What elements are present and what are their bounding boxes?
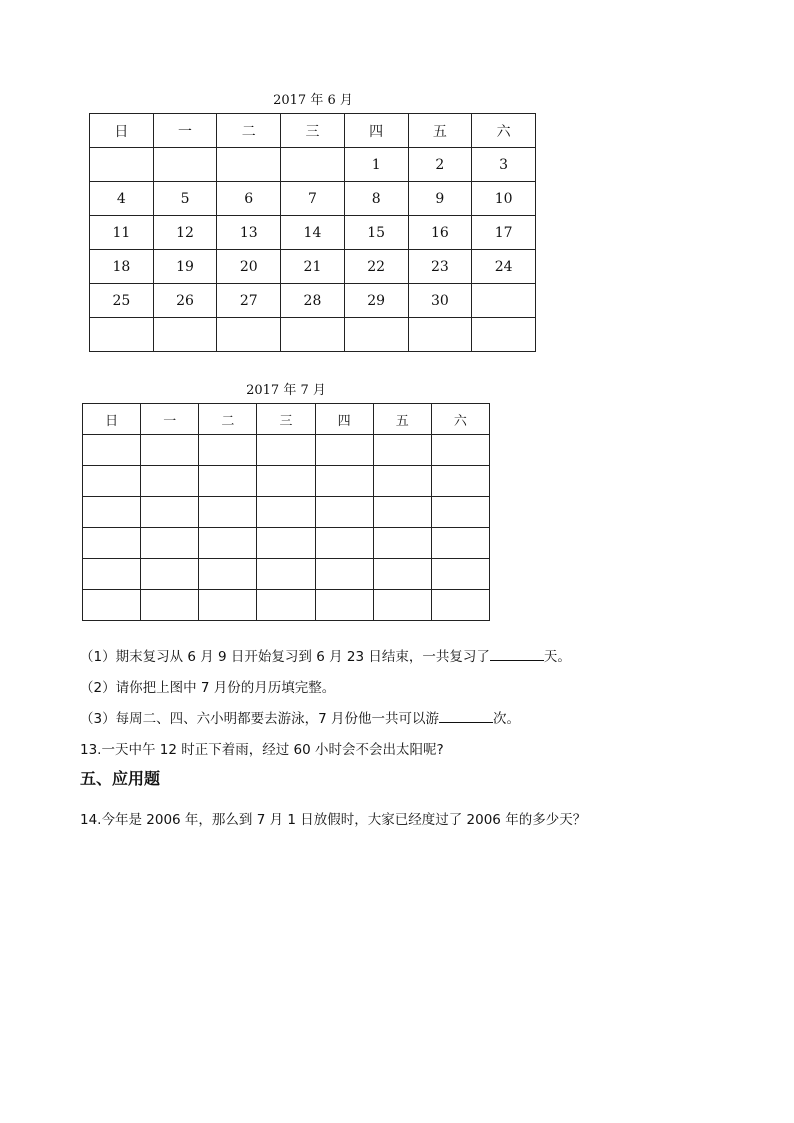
question-3-suffix: 次。 bbox=[492, 711, 520, 727]
empty-day-cell[interactable] bbox=[431, 590, 489, 621]
day-cell: 21 bbox=[281, 250, 345, 284]
empty-day-cell[interactable] bbox=[83, 497, 141, 528]
question-1-suffix: 天。 bbox=[543, 649, 571, 665]
empty-day-cell[interactable] bbox=[141, 497, 199, 528]
empty-day-cell[interactable] bbox=[373, 435, 431, 466]
empty-day-cell[interactable] bbox=[199, 497, 257, 528]
weekday-header: 六 bbox=[472, 114, 536, 148]
day-cell: 20 bbox=[217, 250, 281, 284]
weekday-header: 四 bbox=[315, 404, 373, 435]
day-cell: 28 bbox=[281, 284, 345, 318]
empty-day-cell[interactable] bbox=[431, 466, 489, 497]
june-week-row bbox=[90, 318, 536, 352]
day-cell bbox=[472, 318, 536, 352]
day-cell: 27 bbox=[217, 284, 281, 318]
empty-day-cell[interactable] bbox=[315, 435, 373, 466]
weekday-header: 三 bbox=[257, 404, 315, 435]
empty-day-cell[interactable] bbox=[315, 559, 373, 590]
day-cell: 10 bbox=[472, 182, 536, 216]
day-cell: 6 bbox=[217, 182, 281, 216]
day-cell bbox=[281, 318, 345, 352]
day-cell: 17 bbox=[472, 216, 536, 250]
day-cell: 3 bbox=[472, 148, 536, 182]
june-caption: 2017 年 6 月 bbox=[273, 93, 353, 108]
day-cell: 26 bbox=[153, 284, 217, 318]
question-2: （2）请你把上图中 7 月份的月历填完整。 bbox=[80, 680, 336, 696]
empty-day-cell[interactable] bbox=[373, 590, 431, 621]
empty-day-cell[interactable] bbox=[315, 466, 373, 497]
day-cell bbox=[408, 318, 472, 352]
empty-day-cell[interactable] bbox=[199, 466, 257, 497]
empty-day-cell[interactable] bbox=[199, 559, 257, 590]
day-cell: 30 bbox=[408, 284, 472, 318]
section-heading: 五、应用题 bbox=[80, 769, 161, 788]
weekday-header: 二 bbox=[199, 404, 257, 435]
empty-day-cell[interactable] bbox=[83, 590, 141, 621]
june-week-row bbox=[90, 182, 536, 216]
day-cell: 18 bbox=[90, 250, 154, 284]
day-cell: 24 bbox=[472, 250, 536, 284]
empty-day-cell[interactable] bbox=[257, 466, 315, 497]
question-3 bbox=[80, 707, 520, 727]
empty-day-cell[interactable] bbox=[257, 559, 315, 590]
day-cell: 7 bbox=[281, 182, 345, 216]
july-week-row bbox=[83, 435, 490, 466]
empty-day-cell[interactable] bbox=[315, 590, 373, 621]
day-cell bbox=[153, 318, 217, 352]
june-week-row bbox=[90, 250, 536, 284]
question-3-text: （3）每周二、四、六小明都要去游泳，7 月份他一共可以游 bbox=[80, 711, 439, 727]
day-cell bbox=[153, 148, 217, 182]
june-calendar bbox=[89, 113, 536, 352]
day-cell: 29 bbox=[344, 284, 408, 318]
july-calendar bbox=[82, 403, 490, 621]
question-1-text: （1）期末复习从 6 月 9 日开始复习到 6 月 23 日结束，一共复习了 bbox=[80, 649, 490, 665]
day-cell: 8 bbox=[344, 182, 408, 216]
empty-day-cell[interactable] bbox=[257, 590, 315, 621]
day-cell: 19 bbox=[153, 250, 217, 284]
empty-day-cell[interactable] bbox=[141, 528, 199, 559]
question-1 bbox=[80, 645, 571, 665]
empty-day-cell[interactable] bbox=[257, 528, 315, 559]
empty-day-cell[interactable] bbox=[141, 590, 199, 621]
weekday-header: 一 bbox=[153, 114, 217, 148]
empty-day-cell[interactable] bbox=[315, 497, 373, 528]
empty-day-cell[interactable] bbox=[373, 497, 431, 528]
weekday-header: 五 bbox=[373, 404, 431, 435]
empty-day-cell[interactable] bbox=[431, 559, 489, 590]
day-cell: 5 bbox=[153, 182, 217, 216]
day-cell: 13 bbox=[217, 216, 281, 250]
day-cell bbox=[217, 148, 281, 182]
day-cell: 11 bbox=[90, 216, 154, 250]
july-week-row bbox=[83, 590, 490, 621]
day-cell bbox=[344, 318, 408, 352]
empty-day-cell[interactable] bbox=[431, 528, 489, 559]
weekday-header: 三 bbox=[281, 114, 345, 148]
weekday-header: 四 bbox=[344, 114, 408, 148]
june-week-row bbox=[90, 284, 536, 318]
empty-day-cell[interactable] bbox=[373, 466, 431, 497]
day-cell: 23 bbox=[408, 250, 472, 284]
day-cell: 2 bbox=[408, 148, 472, 182]
empty-day-cell[interactable] bbox=[431, 435, 489, 466]
july-weekday-row bbox=[83, 404, 490, 435]
question-13: 13.一天中午 12 时正下着雨，经过 60 小时会不会出太阳呢? bbox=[80, 742, 444, 758]
empty-day-cell[interactable] bbox=[199, 528, 257, 559]
empty-day-cell[interactable] bbox=[199, 435, 257, 466]
empty-day-cell[interactable] bbox=[199, 590, 257, 621]
day-cell bbox=[90, 148, 154, 182]
answer-blank-3[interactable] bbox=[439, 708, 493, 723]
empty-day-cell[interactable] bbox=[83, 528, 141, 559]
day-cell: 9 bbox=[408, 182, 472, 216]
june-weekday-row bbox=[90, 114, 536, 148]
weekday-header: 日 bbox=[83, 404, 141, 435]
day-cell: 4 bbox=[90, 182, 154, 216]
day-cell: 15 bbox=[344, 216, 408, 250]
empty-day-cell[interactable] bbox=[315, 528, 373, 559]
empty-day-cell[interactable] bbox=[431, 497, 489, 528]
empty-day-cell[interactable] bbox=[141, 559, 199, 590]
empty-day-cell[interactable] bbox=[83, 466, 141, 497]
weekday-header: 二 bbox=[217, 114, 281, 148]
july-week-row bbox=[83, 528, 490, 559]
weekday-header: 一 bbox=[141, 404, 199, 435]
weekday-header: 六 bbox=[431, 404, 489, 435]
day-cell: 12 bbox=[153, 216, 217, 250]
empty-day-cell[interactable] bbox=[373, 559, 431, 590]
day-cell bbox=[472, 284, 536, 318]
day-cell: 14 bbox=[281, 216, 345, 250]
day-cell: 25 bbox=[90, 284, 154, 318]
day-cell bbox=[90, 318, 154, 352]
weekday-header: 五 bbox=[408, 114, 472, 148]
empty-day-cell[interactable] bbox=[141, 466, 199, 497]
answer-blank-1[interactable] bbox=[490, 646, 544, 661]
empty-day-cell[interactable] bbox=[141, 435, 199, 466]
empty-day-cell[interactable] bbox=[257, 435, 315, 466]
july-caption: 2017 年 7 月 bbox=[246, 383, 326, 398]
july-week-row bbox=[83, 559, 490, 590]
weekday-header: 日 bbox=[90, 114, 154, 148]
question-14: 14.今年是 2006 年，那么到 7 月 1 日放假时，大家已经度过了 2006 年的多少天？ bbox=[80, 812, 587, 828]
july-week-row bbox=[83, 497, 490, 528]
day-cell: 1 bbox=[344, 148, 408, 182]
empty-day-cell[interactable] bbox=[83, 435, 141, 466]
day-cell bbox=[281, 148, 345, 182]
empty-day-cell[interactable] bbox=[257, 497, 315, 528]
june-week-row bbox=[90, 148, 536, 182]
day-cell: 16 bbox=[408, 216, 472, 250]
empty-day-cell[interactable] bbox=[83, 559, 141, 590]
day-cell bbox=[217, 318, 281, 352]
empty-day-cell[interactable] bbox=[373, 528, 431, 559]
day-cell: 22 bbox=[344, 250, 408, 284]
june-week-row bbox=[90, 216, 536, 250]
july-week-row bbox=[83, 466, 490, 497]
